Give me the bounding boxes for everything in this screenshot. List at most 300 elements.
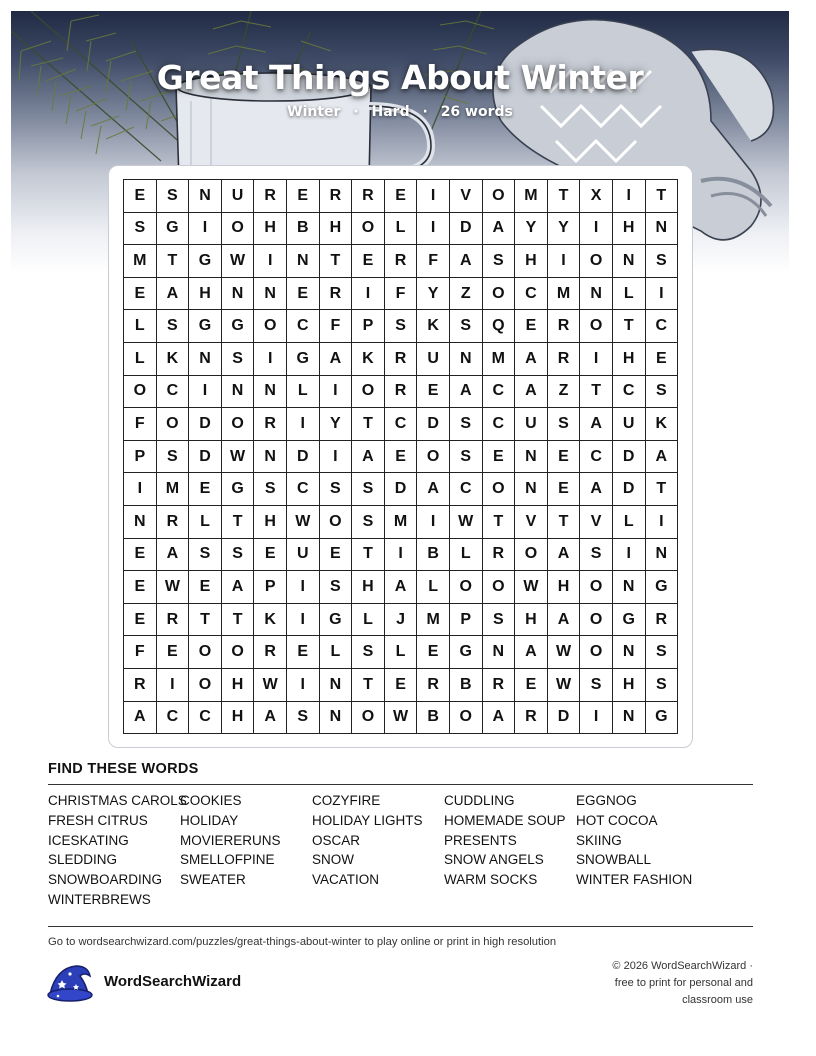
- grid-cell[interactable]: Y: [320, 408, 353, 441]
- grid-cell[interactable]: L: [352, 604, 385, 637]
- grid-cell[interactable]: V: [450, 180, 483, 213]
- grid-cell[interactable]: N: [254, 441, 287, 474]
- grid-cell[interactable]: S: [320, 571, 353, 604]
- grid-cell[interactable]: E: [189, 571, 222, 604]
- grid-cell[interactable]: H: [515, 604, 548, 637]
- grid-cell[interactable]: C: [580, 441, 613, 474]
- grid-cell[interactable]: P: [254, 571, 287, 604]
- grid-cell[interactable]: O: [254, 310, 287, 343]
- grid-cell[interactable]: I: [320, 376, 353, 409]
- grid-cell[interactable]: L: [124, 310, 157, 343]
- grid-cell[interactable]: P: [124, 441, 157, 474]
- grid-cell[interactable]: W: [548, 636, 581, 669]
- grid-cell[interactable]: G: [222, 473, 255, 506]
- grid-cell[interactable]: H: [613, 669, 646, 702]
- grid-cell[interactable]: Y: [417, 278, 450, 311]
- grid-cell[interactable]: D: [385, 473, 418, 506]
- grid-cell[interactable]: R: [417, 669, 450, 702]
- grid-cell[interactable]: R: [124, 669, 157, 702]
- grid-cell[interactable]: E: [515, 310, 548, 343]
- word-list-item: SLEDDING: [48, 852, 118, 868]
- grid-cell[interactable]: I: [287, 571, 320, 604]
- grid-cell[interactable]: D: [548, 702, 581, 735]
- grid-cell[interactable]: K: [646, 408, 679, 441]
- grid-cell[interactable]: L: [189, 506, 222, 539]
- grid-cell[interactable]: H: [613, 213, 646, 246]
- grid-cell[interactable]: T: [580, 376, 613, 409]
- grid-cell[interactable]: R: [646, 604, 679, 637]
- grid-cell[interactable]: R: [320, 278, 353, 311]
- grid-cell[interactable]: A: [157, 539, 190, 572]
- grid-cell[interactable]: T: [483, 506, 516, 539]
- grid-cell[interactable]: O: [189, 636, 222, 669]
- grid-cell[interactable]: L: [287, 376, 320, 409]
- grid-cell[interactable]: W: [287, 506, 320, 539]
- grid-cell[interactable]: N: [613, 245, 646, 278]
- grid-cell[interactable]: I: [613, 539, 646, 572]
- grid-cell[interactable]: S: [450, 408, 483, 441]
- grid-cell[interactable]: C: [157, 702, 190, 735]
- grid-cell[interactable]: E: [417, 636, 450, 669]
- grid-cell[interactable]: E: [189, 473, 222, 506]
- grid-cell[interactable]: I: [417, 506, 450, 539]
- grid-cell[interactable]: E: [287, 278, 320, 311]
- grid-cell[interactable]: N: [450, 343, 483, 376]
- grid-cell[interactable]: A: [417, 473, 450, 506]
- grid-cell[interactable]: E: [320, 539, 353, 572]
- grid-cell[interactable]: L: [450, 539, 483, 572]
- grid-cell[interactable]: I: [385, 539, 418, 572]
- grid-cell[interactable]: S: [385, 310, 418, 343]
- grid-cell[interactable]: O: [580, 604, 613, 637]
- grid-cell[interactable]: C: [157, 376, 190, 409]
- grid-cell[interactable]: N: [222, 278, 255, 311]
- grid-cell[interactable]: Q: [483, 310, 516, 343]
- grid-cell[interactable]: R: [385, 343, 418, 376]
- grid-cell[interactable]: C: [515, 278, 548, 311]
- grid-cell[interactable]: I: [580, 702, 613, 735]
- grid-cell[interactable]: C: [287, 473, 320, 506]
- word-list-item: HOMEMADE SOUP: [444, 812, 566, 828]
- grid-cell[interactable]: A: [222, 571, 255, 604]
- grid-cell[interactable]: O: [222, 408, 255, 441]
- grid-cell[interactable]: L: [385, 636, 418, 669]
- grid-cell[interactable]: H: [189, 278, 222, 311]
- grid-cell[interactable]: L: [124, 343, 157, 376]
- grid-cell[interactable]: S: [483, 604, 516, 637]
- grid-cell[interactable]: O: [352, 702, 385, 735]
- grid-cell[interactable]: G: [157, 213, 190, 246]
- grid-cell[interactable]: O: [580, 310, 613, 343]
- grid-cell[interactable]: F: [417, 245, 450, 278]
- grid-cell[interactable]: O: [580, 571, 613, 604]
- grid-cell[interactable]: S: [646, 669, 679, 702]
- grid-cell[interactable]: Y: [515, 213, 548, 246]
- grid-cell[interactable]: C: [385, 408, 418, 441]
- grid-cell[interactable]: T: [222, 604, 255, 637]
- grid-cell[interactable]: H: [515, 245, 548, 278]
- grid-cell[interactable]: R: [157, 604, 190, 637]
- grid-cell[interactable]: B: [287, 213, 320, 246]
- grid-cell[interactable]: S: [157, 180, 190, 213]
- grid-cell[interactable]: D: [450, 213, 483, 246]
- grid-cell[interactable]: T: [352, 408, 385, 441]
- grid-cell[interactable]: O: [189, 669, 222, 702]
- grid-cell[interactable]: A: [548, 539, 581, 572]
- grid-cell[interactable]: N: [189, 180, 222, 213]
- grid-cell[interactable]: O: [352, 376, 385, 409]
- grid-cell[interactable]: E: [157, 636, 190, 669]
- grid-cell[interactable]: K: [157, 343, 190, 376]
- grid-cell[interactable]: Z: [548, 376, 581, 409]
- grid-cell[interactable]: E: [124, 278, 157, 311]
- grid-cell[interactable]: T: [646, 473, 679, 506]
- grid-cell[interactable]: I: [254, 245, 287, 278]
- grid-cell[interactable]: G: [320, 604, 353, 637]
- grid-cell[interactable]: B: [417, 539, 450, 572]
- grid-cell[interactable]: D: [287, 441, 320, 474]
- grid-cell[interactable]: A: [646, 441, 679, 474]
- grid-cell[interactable]: R: [157, 506, 190, 539]
- grid-cell[interactable]: M: [515, 180, 548, 213]
- grid-cell[interactable]: R: [385, 245, 418, 278]
- grid-cell[interactable]: H: [222, 669, 255, 702]
- grid-cell[interactable]: W: [450, 506, 483, 539]
- grid-cell[interactable]: T: [222, 506, 255, 539]
- grid-cell[interactable]: N: [613, 571, 646, 604]
- grid-cell[interactable]: O: [124, 376, 157, 409]
- grid-cell[interactable]: W: [254, 669, 287, 702]
- grid-cell[interactable]: O: [157, 408, 190, 441]
- grid-cell[interactable]: T: [646, 180, 679, 213]
- grid-cell[interactable]: R: [320, 180, 353, 213]
- grid-cell[interactable]: S: [222, 539, 255, 572]
- grid-cell[interactable]: E: [417, 376, 450, 409]
- grid-cell[interactable]: H: [254, 506, 287, 539]
- grid-cell[interactable]: A: [352, 441, 385, 474]
- grid-cell[interactable]: M: [417, 604, 450, 637]
- grid-cell[interactable]: F: [320, 310, 353, 343]
- grid-cell[interactable]: I: [320, 441, 353, 474]
- grid-cell[interactable]: O: [222, 213, 255, 246]
- grid-cell[interactable]: F: [124, 408, 157, 441]
- grid-cell[interactable]: I: [189, 376, 222, 409]
- grid-cell[interactable]: R: [515, 702, 548, 735]
- grid-cell[interactable]: L: [613, 278, 646, 311]
- grid-cell[interactable]: E: [548, 441, 581, 474]
- grid-cell[interactable]: I: [352, 278, 385, 311]
- grid-cell[interactable]: T: [320, 245, 353, 278]
- grid-cell[interactable]: H: [222, 702, 255, 735]
- grid-cell[interactable]: A: [483, 702, 516, 735]
- grid-cell[interactable]: U: [613, 408, 646, 441]
- grid-cell[interactable]: L: [417, 571, 450, 604]
- grid-cell[interactable]: N: [483, 636, 516, 669]
- grid-cell[interactable]: A: [580, 473, 613, 506]
- grid-cell[interactable]: N: [189, 343, 222, 376]
- grid-cell[interactable]: W: [385, 702, 418, 735]
- grid-cell[interactable]: N: [254, 278, 287, 311]
- grid-cell[interactable]: I: [580, 343, 613, 376]
- grid-cell[interactable]: R: [548, 310, 581, 343]
- grid-cell[interactable]: S: [320, 473, 353, 506]
- grid-cell[interactable]: R: [548, 343, 581, 376]
- grid-cell[interactable]: G: [189, 310, 222, 343]
- grid-cell[interactable]: U: [222, 180, 255, 213]
- grid-cell[interactable]: S: [646, 376, 679, 409]
- grid-cell[interactable]: S: [254, 473, 287, 506]
- grid-cell[interactable]: A: [515, 376, 548, 409]
- grid-cell[interactable]: S: [580, 539, 613, 572]
- grid-cell[interactable]: B: [450, 669, 483, 702]
- grid-cell[interactable]: E: [515, 669, 548, 702]
- grid-cell[interactable]: E: [124, 180, 157, 213]
- grid-cell[interactable]: C: [189, 702, 222, 735]
- grid-cell[interactable]: R: [254, 636, 287, 669]
- grid-cell[interactable]: H: [613, 343, 646, 376]
- grid-cell[interactable]: E: [385, 669, 418, 702]
- grid-cell[interactable]: P: [450, 604, 483, 637]
- grid-cell[interactable]: E: [124, 571, 157, 604]
- grid-cell[interactable]: G: [287, 343, 320, 376]
- grid-cell[interactable]: A: [157, 278, 190, 311]
- grid-cell[interactable]: S: [483, 245, 516, 278]
- grid-cell[interactable]: S: [580, 669, 613, 702]
- grid-cell[interactable]: E: [483, 441, 516, 474]
- grid-cell[interactable]: C: [450, 473, 483, 506]
- grid-cell[interactable]: T: [352, 539, 385, 572]
- grid-cell[interactable]: S: [352, 636, 385, 669]
- grid-cell[interactable]: G: [222, 310, 255, 343]
- grid-cell[interactable]: S: [157, 441, 190, 474]
- grid-cell[interactable]: I: [124, 473, 157, 506]
- grid-cell[interactable]: N: [613, 702, 646, 735]
- grid-cell[interactable]: E: [124, 539, 157, 572]
- grid-cell[interactable]: N: [646, 213, 679, 246]
- grid-cell[interactable]: H: [320, 213, 353, 246]
- grid-cell[interactable]: C: [287, 310, 320, 343]
- grid-cell[interactable]: S: [548, 408, 581, 441]
- grid-cell[interactable]: O: [450, 702, 483, 735]
- grid-cell[interactable]: C: [483, 408, 516, 441]
- grid-cell[interactable]: O: [352, 213, 385, 246]
- grid-cell[interactable]: E: [385, 441, 418, 474]
- grid-cell[interactable]: A: [580, 408, 613, 441]
- grid-cell[interactable]: N: [320, 702, 353, 735]
- grid-cell[interactable]: T: [189, 604, 222, 637]
- grid-cell[interactable]: N: [254, 376, 287, 409]
- grid-cell[interactable]: A: [548, 604, 581, 637]
- grid-cell[interactable]: I: [646, 506, 679, 539]
- grid-cell[interactable]: E: [385, 180, 418, 213]
- grid-cell[interactable]: E: [646, 343, 679, 376]
- grid-cell[interactable]: I: [548, 245, 581, 278]
- grid-cell[interactable]: G: [450, 636, 483, 669]
- grid-cell[interactable]: O: [483, 473, 516, 506]
- grid-cell[interactable]: B: [417, 702, 450, 735]
- grid-cell[interactable]: D: [613, 441, 646, 474]
- grid-cell[interactable]: S: [222, 343, 255, 376]
- grid-cell[interactable]: N: [124, 506, 157, 539]
- grid-cell[interactable]: V: [580, 506, 613, 539]
- grid-cell[interactable]: O: [483, 180, 516, 213]
- grid-cell[interactable]: T: [548, 180, 581, 213]
- grid-cell[interactable]: N: [515, 473, 548, 506]
- grid-cell[interactable]: E: [548, 473, 581, 506]
- grid-cell[interactable]: A: [320, 343, 353, 376]
- grid-cell[interactable]: I: [189, 213, 222, 246]
- grid-cell[interactable]: U: [515, 408, 548, 441]
- word-list-item: PRESENTS: [444, 832, 517, 848]
- grid-cell[interactable]: O: [417, 441, 450, 474]
- grid-cell[interactable]: L: [320, 636, 353, 669]
- grid-cell[interactable]: S: [450, 310, 483, 343]
- grid-cell[interactable]: H: [548, 571, 581, 604]
- grid-cell[interactable]: F: [385, 278, 418, 311]
- grid-cell[interactable]: A: [515, 343, 548, 376]
- grid-cell[interactable]: W: [222, 245, 255, 278]
- grid-cell[interactable]: E: [352, 245, 385, 278]
- grid-cell[interactable]: S: [189, 539, 222, 572]
- grid-cell[interactable]: G: [189, 245, 222, 278]
- grid-cell[interactable]: A: [483, 213, 516, 246]
- grid-cell[interactable]: M: [157, 473, 190, 506]
- word-list-item: HOLIDAY: [180, 812, 239, 828]
- grid-cell[interactable]: S: [352, 473, 385, 506]
- grid-cell[interactable]: W: [222, 441, 255, 474]
- grid-cell[interactable]: U: [287, 539, 320, 572]
- grid-cell[interactable]: I: [287, 408, 320, 441]
- grid-cell[interactable]: W: [157, 571, 190, 604]
- grid-cell[interactable]: W: [515, 571, 548, 604]
- grid-cell[interactable]: I: [417, 180, 450, 213]
- grid-cell[interactable]: R: [352, 180, 385, 213]
- grid-cell[interactable]: T: [352, 669, 385, 702]
- grid-cell[interactable]: L: [385, 213, 418, 246]
- grid-cell[interactable]: R: [483, 669, 516, 702]
- grid-cell[interactable]: O: [580, 636, 613, 669]
- grid-cell[interactable]: G: [613, 604, 646, 637]
- grid-cell[interactable]: S: [646, 636, 679, 669]
- word-list-item: COZYFIRE: [312, 793, 381, 808]
- grid-cell[interactable]: I: [646, 278, 679, 311]
- grid-cell[interactable]: M: [124, 245, 157, 278]
- grid-cell[interactable]: I: [287, 669, 320, 702]
- grid-cell[interactable]: E: [124, 604, 157, 637]
- grid-cell[interactable]: R: [483, 539, 516, 572]
- grid-cell[interactable]: S: [450, 441, 483, 474]
- grid-cell[interactable]: T: [548, 506, 581, 539]
- grid-cell[interactable]: D: [613, 473, 646, 506]
- grid-cell[interactable]: D: [189, 441, 222, 474]
- grid-cell[interactable]: M: [385, 506, 418, 539]
- grid-cell[interactable]: I: [157, 669, 190, 702]
- grid-cell[interactable]: O: [483, 571, 516, 604]
- grid-cell[interactable]: L: [613, 506, 646, 539]
- grid-cell[interactable]: I: [580, 213, 613, 246]
- grid-cell[interactable]: W: [548, 669, 581, 702]
- grid-cell[interactable]: N: [613, 636, 646, 669]
- grid-cell[interactable]: S: [157, 310, 190, 343]
- grid-cell[interactable]: P: [352, 310, 385, 343]
- grid-cell[interactable]: Z: [450, 278, 483, 311]
- grid-cell[interactable]: J: [385, 604, 418, 637]
- grid-cell[interactable]: G: [646, 571, 679, 604]
- grid-cell[interactable]: N: [515, 441, 548, 474]
- grid-cell[interactable]: S: [646, 245, 679, 278]
- grid-cell[interactable]: C: [483, 376, 516, 409]
- grid-cell[interactable]: R: [254, 408, 287, 441]
- difficulty-label: Hard: [371, 104, 410, 120]
- grid-cell[interactable]: I: [254, 343, 287, 376]
- grid-cell[interactable]: A: [450, 376, 483, 409]
- grid-cell[interactable]: G: [646, 702, 679, 735]
- grid-cell[interactable]: E: [287, 180, 320, 213]
- grid-cell[interactable]: S: [287, 702, 320, 735]
- grid-cell[interactable]: E: [254, 539, 287, 572]
- grid-cell[interactable]: M: [548, 278, 581, 311]
- grid-cell[interactable]: O: [320, 506, 353, 539]
- grid-cell[interactable]: A: [254, 702, 287, 735]
- grid-cell[interactable]: H: [254, 213, 287, 246]
- grid-cell[interactable]: I: [287, 604, 320, 637]
- grid-cell[interactable]: S: [352, 506, 385, 539]
- grid-cell[interactable]: N: [646, 539, 679, 572]
- grid-cell[interactable]: N: [580, 278, 613, 311]
- grid-cell[interactable]: T: [613, 310, 646, 343]
- grid-cell[interactable]: I: [417, 213, 450, 246]
- grid-cell[interactable]: X: [580, 180, 613, 213]
- grid-cell[interactable]: H: [352, 571, 385, 604]
- word-list-item: VACATION: [312, 872, 380, 888]
- grid-cell[interactable]: K: [417, 310, 450, 343]
- grid-cell[interactable]: R: [385, 376, 418, 409]
- grid-cell[interactable]: R: [254, 180, 287, 213]
- grid-cell[interactable]: E: [287, 636, 320, 669]
- grid-cell[interactable]: N: [320, 669, 353, 702]
- grid-cell[interactable]: O: [222, 636, 255, 669]
- grid-cell[interactable]: A: [385, 571, 418, 604]
- grid-cell[interactable]: F: [124, 636, 157, 669]
- grid-cell[interactable]: T: [157, 245, 190, 278]
- grid-cell[interactable]: O: [515, 539, 548, 572]
- grid-cell[interactable]: A: [450, 245, 483, 278]
- grid-cell[interactable]: Y: [548, 213, 581, 246]
- grid-cell[interactable]: V: [515, 506, 548, 539]
- word-list-item: HOT COCOA: [576, 812, 658, 828]
- grid-cell[interactable]: O: [580, 245, 613, 278]
- grid-cell[interactable]: K: [352, 343, 385, 376]
- grid-cell[interactable]: C: [646, 310, 679, 343]
- divider: [48, 926, 753, 927]
- grid-cell[interactable]: K: [254, 604, 287, 637]
- grid-cell[interactable]: U: [417, 343, 450, 376]
- grid-cell[interactable]: S: [124, 213, 157, 246]
- grid-cell[interactable]: O: [450, 571, 483, 604]
- grid-cell[interactable]: M: [483, 343, 516, 376]
- grid-cell[interactable]: O: [483, 278, 516, 311]
- grid-cell[interactable]: D: [417, 408, 450, 441]
- grid-cell[interactable]: C: [613, 376, 646, 409]
- grid-cell[interactable]: N: [222, 376, 255, 409]
- brand-name: WordSearchWizard: [104, 973, 242, 990]
- grid-cell[interactable]: A: [124, 702, 157, 735]
- grid-cell[interactable]: A: [515, 636, 548, 669]
- grid-cell[interactable]: D: [189, 408, 222, 441]
- grid-cell[interactable]: I: [613, 180, 646, 213]
- grid-cell[interactable]: N: [287, 245, 320, 278]
- word-list-item: WARM SOCKS: [444, 872, 538, 888]
